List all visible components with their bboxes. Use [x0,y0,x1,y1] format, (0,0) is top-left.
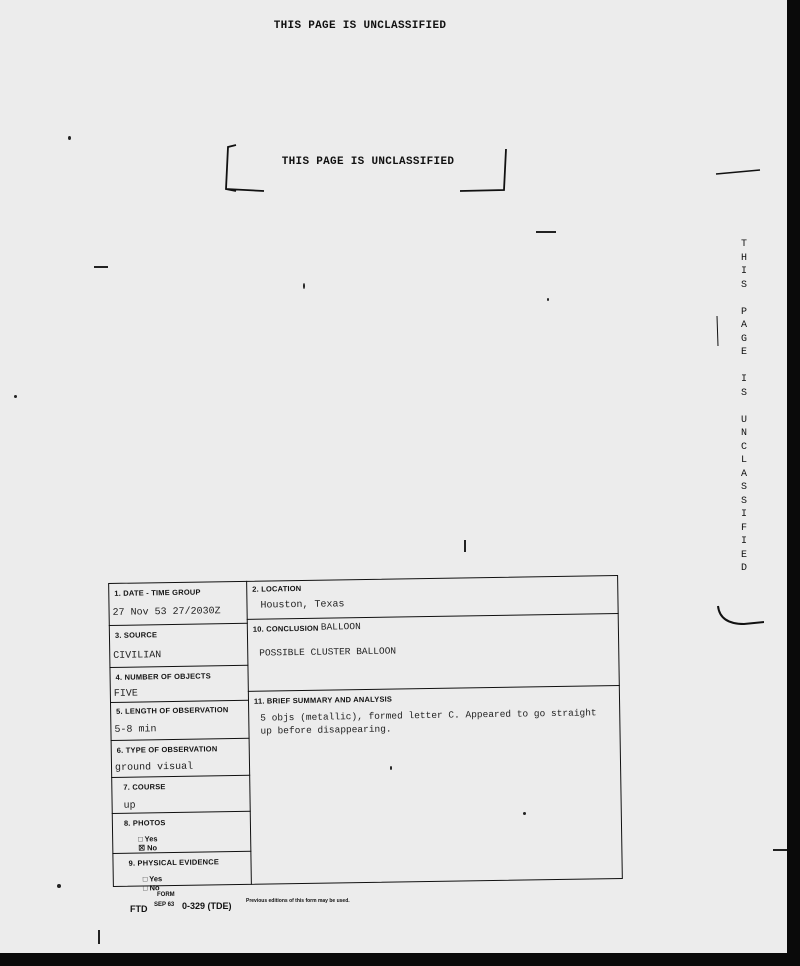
vertical-letter: D [740,563,747,574]
form-id: FTD [130,904,148,914]
evidence-yes-checkbox: □ Yes [142,874,163,884]
vertical-letter: E [740,549,747,561]
scan-speck [14,395,17,398]
vertical-letter [736,360,752,374]
source-label: 3. SOURCE [114,630,158,640]
vertical-letter: S [740,482,747,493]
vertical-letter: A [740,320,747,331]
vertical-letter: C [740,441,747,453]
location-value: Houston, Texas [260,599,345,612]
vertical-classification-text [736,238,752,576]
vertical-letter [736,292,752,306]
project-card-form [108,567,623,893]
source-value: CIVILIAN [113,650,162,662]
scan-speck [68,136,71,140]
inner-header-bracket [224,143,509,193]
scan-speck [547,298,549,301]
conclusion-detail: POSSIBLE CLUSTER BALLOON [259,645,397,659]
vertical-letter: H [740,252,747,264]
conclusion-value: BALLOON [320,621,361,633]
vertical-letter: P [740,306,747,318]
scan-speck [390,766,392,770]
vertical-letter: U [740,414,747,426]
vertical-letter: L [740,455,747,466]
scan-speck [536,231,556,233]
vertical-letter: G [740,333,747,345]
vertical-letter: S [740,387,747,399]
scan-speck [464,540,466,552]
vertical-letter: I [740,509,747,520]
vertical-letter: I [740,536,747,547]
date-time-group-value: 27 Nov 53 27/2030Z [112,606,221,619]
conclusion-label: 10. CONCLUSION [252,623,319,634]
vertical-letter: T [740,239,747,250]
vertical-letter: S [740,495,747,507]
length-of-observation-label: 5. LENGTH OF OBSERVATION [116,705,229,716]
type-of-observation-label: 6. TYPE OF OBSERVATION [116,744,218,755]
scan-speck [57,884,61,888]
scan-speck [773,849,787,851]
photos-label: 8. PHOTOS [123,818,166,828]
vertical-letter: F [740,522,747,534]
vertical-letter: I [740,266,747,277]
classification-header: THIS PAGE IS UNCLASSIFIED [273,20,447,32]
scan-speck [523,812,526,815]
course-label: 7. COURSE [123,782,166,792]
summary-line-1: 5 objs (metallic), formed letter C. Appeared to go straight [260,707,597,724]
number-of-objects-value: FIVE [113,688,138,700]
vertical-letter: I [740,374,747,385]
number-of-objects-label: 4. NUMBER OF OBJECTS [115,671,211,682]
photos-yes-checkbox: □ Yes [138,834,158,844]
scan-speck [303,283,305,289]
inner-classification-header: THIS PAGE IS UNCLASSIFIED [281,156,455,168]
form-date: SEP 63 [154,902,175,908]
date-time-group-label: 1. DATE - TIME GROUP [114,587,201,598]
type-of-observation-value: ground visual [114,761,194,774]
vertical-letter: N [740,428,747,439]
scan-speck [98,930,100,944]
form-label: FORM [157,892,175,898]
evidence-no-checkbox: □ No [142,883,160,893]
vertical-letter: S [740,279,747,291]
form-note: Previous editions of this form may be used. [246,898,350,904]
location-label: 2. LOCATION [252,583,302,594]
scan-speck [94,266,108,268]
vertical-letter: E [740,347,747,358]
summary-line-2: up before disappearing. [260,723,392,737]
form-number: 0-329 (TDE) [182,901,232,911]
physical-evidence-label: 9. PHYSICAL EVIDENCE [128,857,220,868]
vertical-letter [736,400,752,414]
length-of-observation-value: 5-8 min [114,724,157,736]
vertical-letter: A [740,468,747,480]
brief-summary-label: 11. BRIEF SUMMARY AND ANALYSIS [253,694,393,706]
course-value: up [123,800,136,812]
photos-no-checkbox: ☒ No [138,843,158,853]
